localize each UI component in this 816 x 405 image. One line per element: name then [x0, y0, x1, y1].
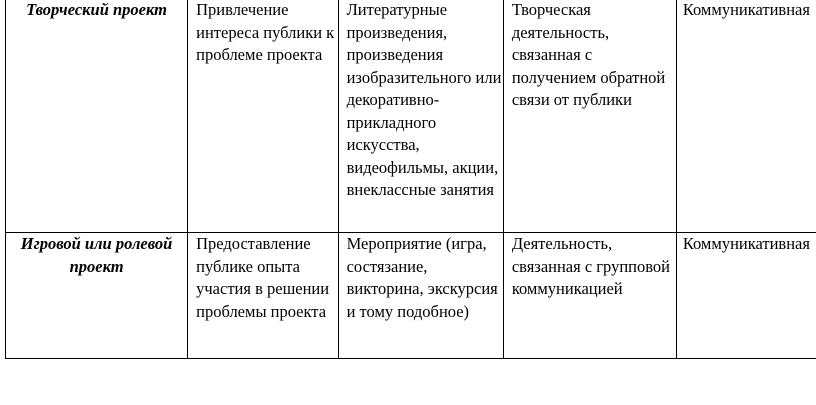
project-type-text: Игровой или ролевой проект	[20, 234, 173, 276]
project-competence-cell	[676, 233, 816, 359]
project-activity-cell	[503, 0, 676, 233]
project-type-cell	[6, 0, 188, 233]
project-type-text: Творческий проект	[26, 0, 167, 19]
project-type-cell	[6, 233, 188, 359]
project-product-cell	[338, 0, 503, 233]
project-activity-cell	[503, 233, 676, 359]
project-goal-text: Привлечение интереса публики к проблеме проекта	[196, 0, 335, 64]
project-competence-cell	[676, 0, 816, 233]
table-row	[6, 0, 816, 233]
project-types-table	[5, 0, 816, 359]
project-goal-text: Предоставление публике опыта участия в решении проблемы проекта	[196, 234, 330, 321]
project-activity-text: Деятельность, связанная с групповой коммуникацией	[511, 234, 671, 298]
project-product-text: Мероприятие (игра, состязание, викторина, экскурсия и тому подобное)	[346, 234, 498, 321]
project-goal-cell	[188, 0, 338, 233]
table-row	[6, 233, 816, 359]
project-product-cell	[338, 233, 503, 359]
project-activity-text: Творческая деятельность, связанная с получением обратной связи от публики	[511, 0, 666, 109]
project-competence-text: Коммуникативная	[682, 0, 810, 19]
project-goal-cell	[188, 233, 338, 359]
project-competence-text: Коммуникативная	[682, 234, 810, 253]
project-product-text: Литературные произведения, произведения изобразительного или декоративно-прикладного искусства, видеофильмы, акции, внеклассные занятия	[346, 0, 502, 199]
